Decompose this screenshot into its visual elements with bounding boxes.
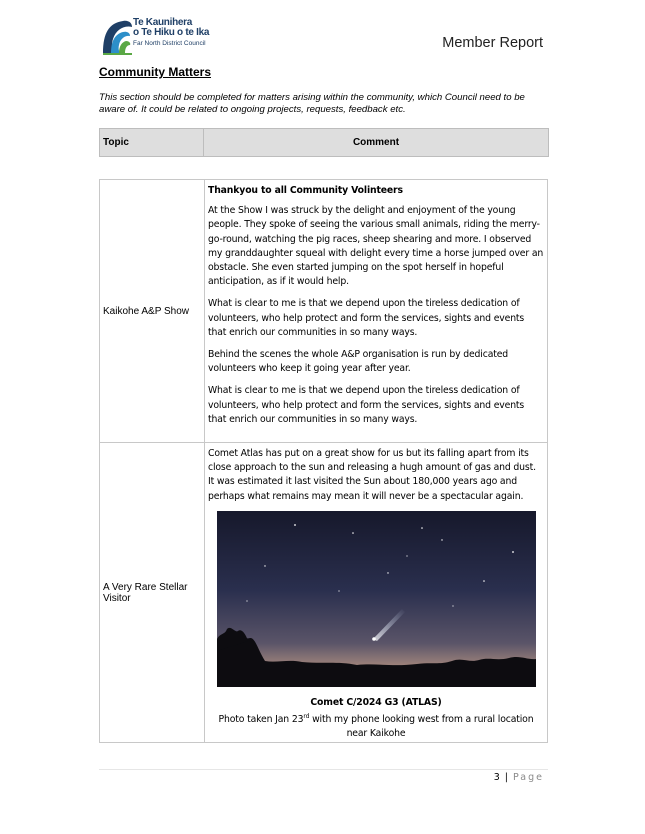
comment-paragraph: Behind the scenes the whole A&P organisation is run by dedicated volunteers who keep it going year after year. — [208, 349, 509, 375]
report-title: Member Report — [442, 35, 543, 51]
comet-photo — [217, 511, 536, 687]
comment-paragraph: Comet Atlas has put on a great show for us but its falling apart from its close approach to the sun and releasing a hugh amount of gas and dust. It was estimated it last visited the Sun about 180,000 years ago and perhaps what remains may mean it will never be a spectacular again. — [208, 448, 536, 502]
topic-comment-header-table — [99, 128, 549, 157]
topic-column-header: Topic — [100, 129, 204, 156]
row-comment — [205, 443, 547, 742]
logo-subtitle: Far North District Council — [133, 40, 206, 47]
comment-paragraph: What is clear to me is that we depend upon the tireless dedication of volunteers, who help protect and form the services, sights and events that enrich our communities in so many ways. — [208, 298, 525, 338]
comment-paragraph: What is clear to me is that we depend upon the tireless dedication of volunteers, who help protect and form the services, sights and events that enrich our communities in so many ways. — [208, 385, 525, 425]
photo-caption — [208, 696, 544, 741]
comment-heading: Thankyou to all Community Volinteers — [208, 185, 403, 196]
logo-text — [133, 18, 209, 49]
page-label: Page — [513, 772, 544, 783]
community-matters-table — [99, 179, 548, 743]
table-row — [100, 443, 547, 742]
comment-column-header: Comment — [352, 137, 400, 148]
page-footer — [494, 772, 544, 783]
footer-separator: | — [504, 772, 508, 783]
row-topic: A Very Rare Stellar Visitor — [100, 443, 205, 742]
caption-superscript: rd — [303, 712, 310, 720]
row-topic: Kaikohe A&P Show — [100, 180, 205, 442]
table-row — [100, 180, 547, 443]
caption-text-end: with my phone looking west from a rural location near Kaikohe — [309, 713, 534, 739]
section-intro: This section should be completed for matters arising within the community, which Council need to be aware of. It could be related to ongoing projects, requests, feedback etc. — [99, 92, 525, 115]
page-number: 3 — [493, 772, 500, 783]
comment-paragraph: At the Show I was struck by the delight and enjoyment of the young people. They spoke of seeing the various small animals, riding the merry-go-round, watching the pig races, sheep shearing and more. I observed my granddaughter squeal with delight every time a horse jumped over an obstacle. She even started jumping on the spot herself in hopeful anticipation, as if it would help. — [208, 205, 544, 288]
caption-title: Comet C/2024 G3 (ATLAS) — [310, 696, 442, 708]
row-comment — [205, 180, 547, 442]
caption-text-start: Photo taken Jan 23 — [218, 713, 304, 725]
footer-divider — [99, 769, 548, 770]
logo-line-1: Te Kaunihera — [133, 17, 193, 28]
logo-line-2: o Te Hiku o te Ika — [133, 27, 210, 38]
section-heading: Community Matters — [99, 65, 212, 79]
